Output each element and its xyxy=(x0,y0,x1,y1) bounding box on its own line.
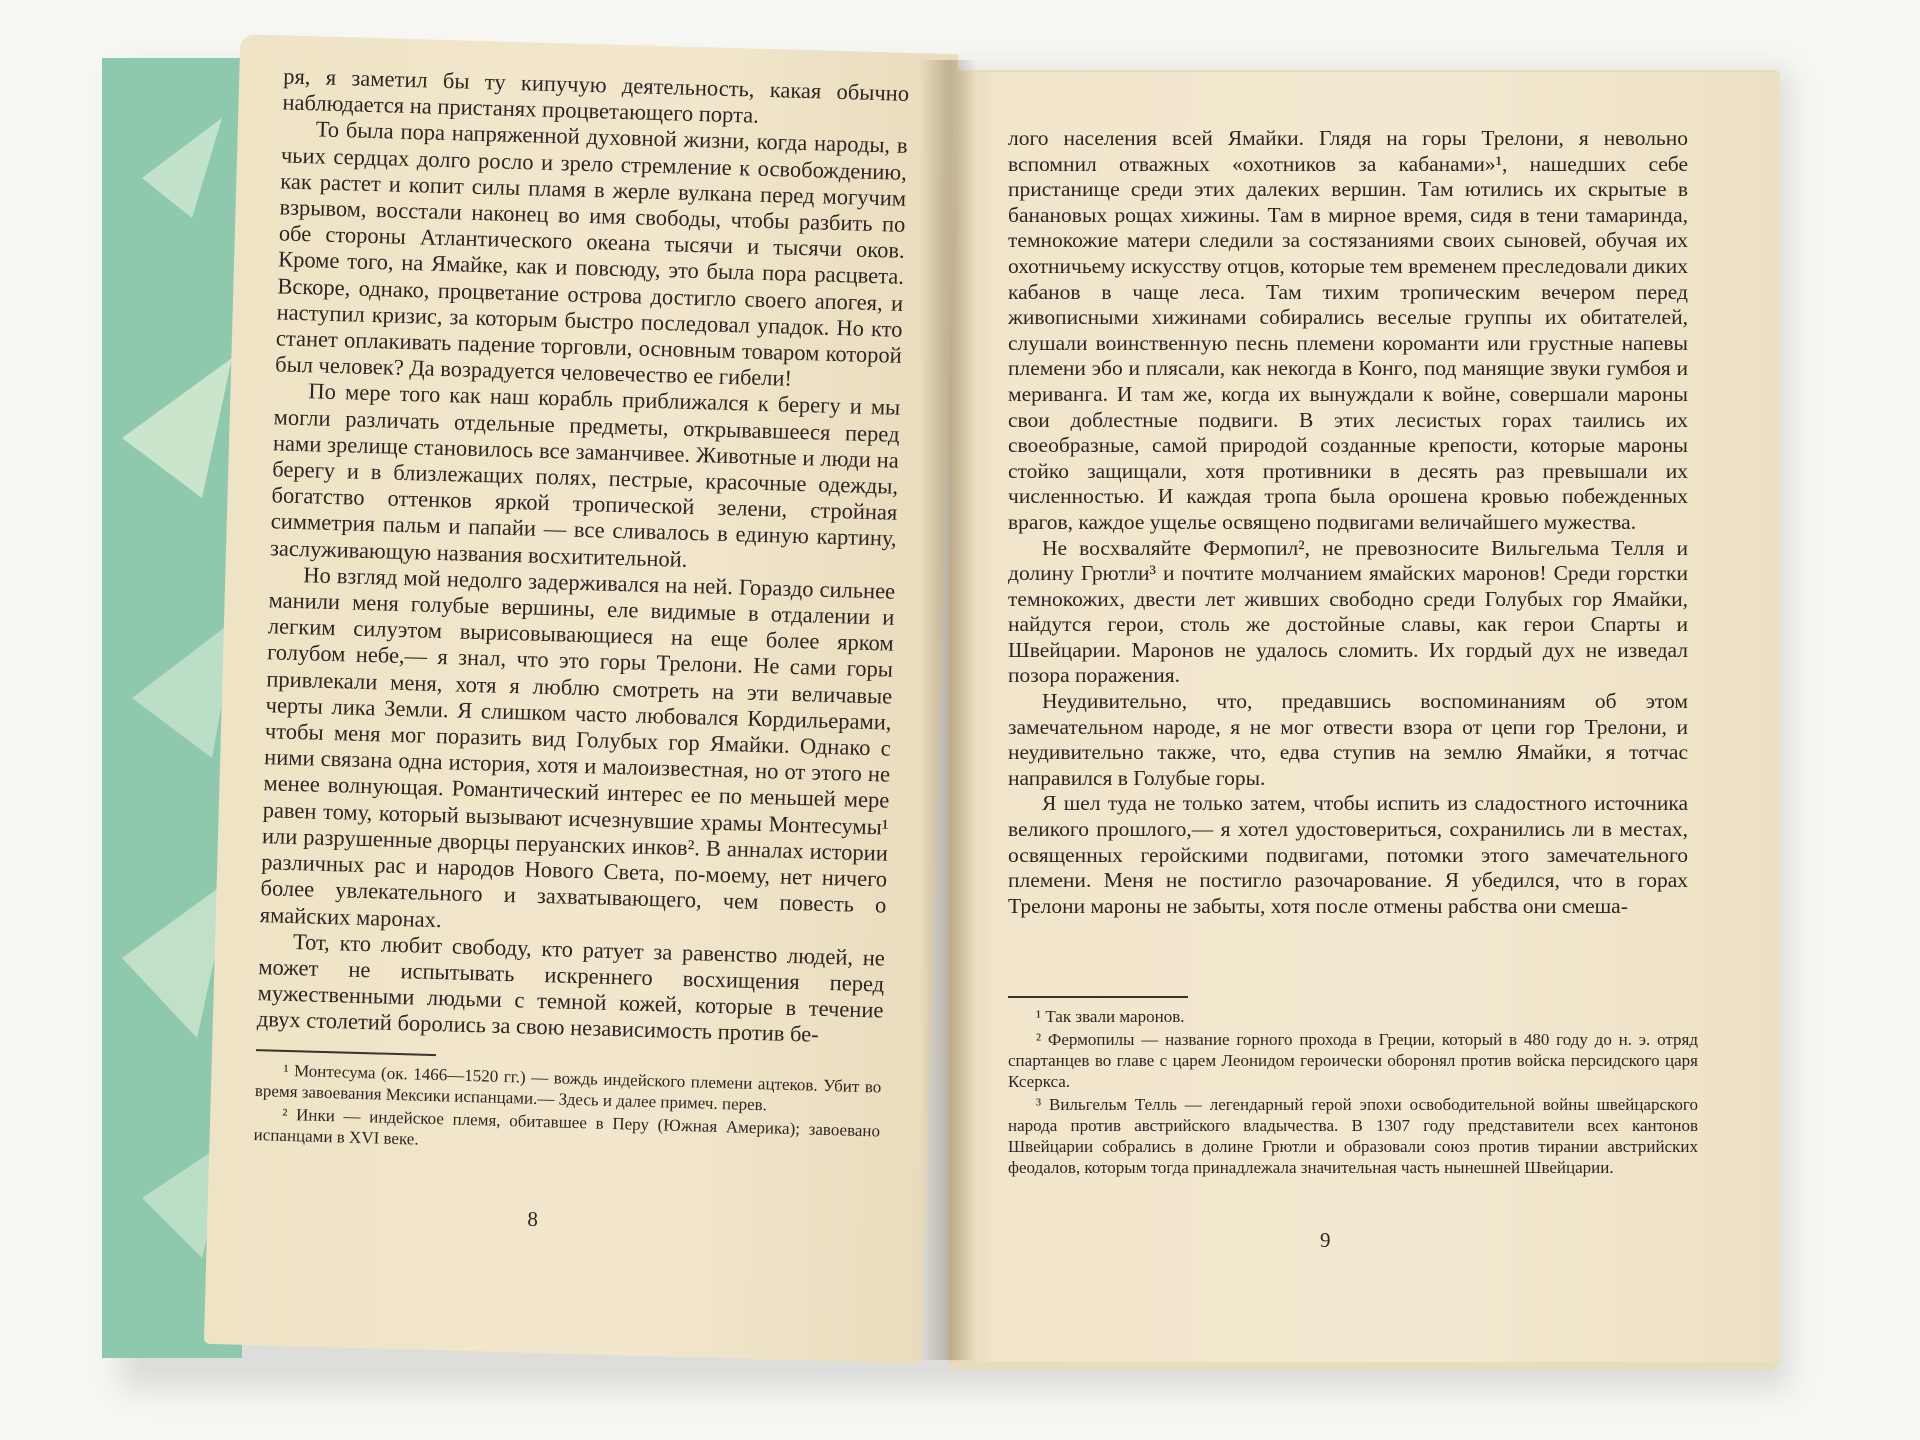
footnote-rule xyxy=(1008,996,1188,998)
paragraph: То была пора напряженной духовной жизни, когда народы, в чьих сердцах долго росло и зрело стремление к освобождению, как растет и копит силы пламя в жерле вулкана перед могучим взрывом, восстали наконец во имя свободы, чтобы разбить по обе стороны Атлантического океана тысячи и тысячи оков. Кроме того, на Ямайке, как и повсюду, это была пора расцвета. Вскоре, однако, процветание острова достигло своего апогея, и наступил кризис, за которым быстро последовал упадок. Но кто станет оплакивать падение торговли, основным товаром которой был человек? Да возрадуется человечество ее гибели! xyxy=(274,116,908,391)
left-footnotes xyxy=(253,1059,881,1164)
footnote-rule xyxy=(256,1049,436,1056)
paragraph: Неудивительно, что, предавшись воспоминаниям об этом замечательном народе, я не мог отвести взора от цепи гор Трелони, и неудивительно также, что, едва ступив на землю Ямайки, я тотчас направился в Голубые горы. xyxy=(1008,689,1688,790)
footnote: ¹ Монтесума (ок. 1466—1520 гг.) — вождь индейского племени ацтеков. Убит во время завоевания Мексики испанцами.— Здесь и далее примеч. перев. xyxy=(254,1060,882,1115)
paragraph: Но взгляд мой недолго задерживался на ней. Гораздо сильнее манили меня голубые вершины, еле видимые в отдалении и легким силуэтом вырисовывающиеся на еще более ярком голубом небе,— я знал, что это горы Трелони. Не сами горы привлекали меня, хотя я люблю смотреть на эти величавые черты лика Земли. Я слишком часто любовался Кордильерами, чтобы меня мог поразить вид Голубых гор Ямайки. Однако с ними связана одна история, хотя и малоизвестная, но от этого не менее волнующая. Романтический интерес ее по меньшей мере равен тому, который вызывают исчезнувшие храмы Монтесумы¹ или разрушенные дворцы перуанских инков². В анналах истории различных рас и народов Нового Света, по-моему, нет ничего более увлекательного и захватывающего, чем повесть о ямайских маронах. xyxy=(259,562,896,932)
paragraph: Тот, кто любит свободу, кто ратует за равенство людей, не может не испытывать искреннего восхищения перед мужественными людьми с темной кожей, которые в течение двух столетий боролись за свою независимость против бе- xyxy=(256,928,886,1048)
book-gutter xyxy=(920,60,976,1360)
paragraph: ря, я заметил бы ту кипучую деятельность, какая обычно наблюдается на пристанях процветающего порта. xyxy=(282,63,910,128)
footnote: ¹ Так звали маронов. xyxy=(1036,1007,1185,1026)
paragraph: По мере того как наш корабль приближался к берегу и мы могли различать отдельные предметы, открывавшееся перед нами зрелище становилось все заманчивее. Животные и люди на берегу и в близлежащих полях, пестрые, красочные одежды, богатство оттенков яркой тропической зелени, стройная симметрия пальм и папайи — все сливалось в единую картину, заслуживающую названия восхитительной. xyxy=(269,378,901,572)
page-number: 9 xyxy=(1320,1228,1331,1252)
footnote: ² Инки — индейское племя, обитавшее в Перу (Южная Америка); завоевано испанцами в XVI веке. xyxy=(253,1104,881,1149)
right-page-text xyxy=(1008,126,1688,919)
left-page xyxy=(204,34,958,1364)
paragraph: лого населения всей Ямайки. Глядя на горы Трелони, я невольно вспомнил отважных «охотников за кабанами»¹, нашедших себе пристанище среди этих далеких вершин. Там ютились их скрытые в банановых рощах хижины. Там в мирное время, сидя в тени тамаринда, темнокожие матери следили за состязаниями своих сыновей, обучая их охотничьему искусству отцов, которые тем временем преследовали диких кабанов в чаще леса. Там тихим тропическим вечером перед живописными хижинами собирались веселые группы их обитателей, слушали воинственную песнь племени короманти или грустные напевы племени эбо и плясали, как некогда в Конго, под манящие звуки гумбоя и меривангa. И там же, когда их вынуждали к войне, совершали мароны свои доблестные подвиги. В этих лесистых горах таились их своеобразные, самой природой созданные крепости, которые мароны стойко защищали, хотя противники в десять раз превышали их численностью. И каждая тропа была орошена кровью побежденных врагов, каждое ущелье освящено подвигами величайшего мужества. xyxy=(1008,126,1688,534)
left-page-text xyxy=(257,63,910,1050)
footnote: ² Фермопилы — название горного прохода в Греции, который в 480 году до н. э. отряд спартанцев во главе с царем Леонидом героически оборонял против войска персидского царя Ксеркса. xyxy=(1008,1030,1698,1091)
page-number: 8 xyxy=(527,1206,539,1231)
right-footnotes xyxy=(1008,1006,1698,1180)
paragraph: Не восхваляйте Фермопил², не превозносите Вильгельма Телля и долину Грютли³ и почтите молчанием ямайских маронов! Среди горстки темнокожих, двести лет живших свободно среди Голубых гор Ямайки, найдутся герои, столь же достойные славы, как герои Спарты и Швейцарии. Маронов не удалось сломить. Их гордый дух не изведал позора поражения. xyxy=(1008,535,1688,688)
paragraph: Я шел туда не только затем, чтобы испить из сладостного источника великого прошлого,— я хотел удостовериться, сохранились ли в местах, освященных геройскими подвигами, потомки этого замечательного племени. Меня не постигло разочарование. Я убедился, что в горах Трелони мароны не забыты, хотя после отмены рабства они смеша- xyxy=(1008,791,1688,918)
right-page xyxy=(948,72,1780,1362)
footnote: ³ Вильгельм Телль — легендарный герой эпохи освободительной войны швейцарского народа против австрийского владычества. В 1307 году представители всех кантонов Швейцарии собрались в долине Грютли и образовали союз против тирании австрийских феодалов, которым тогда принадлежала значительная часть нынешней Швейцарии. xyxy=(1008,1095,1698,1177)
